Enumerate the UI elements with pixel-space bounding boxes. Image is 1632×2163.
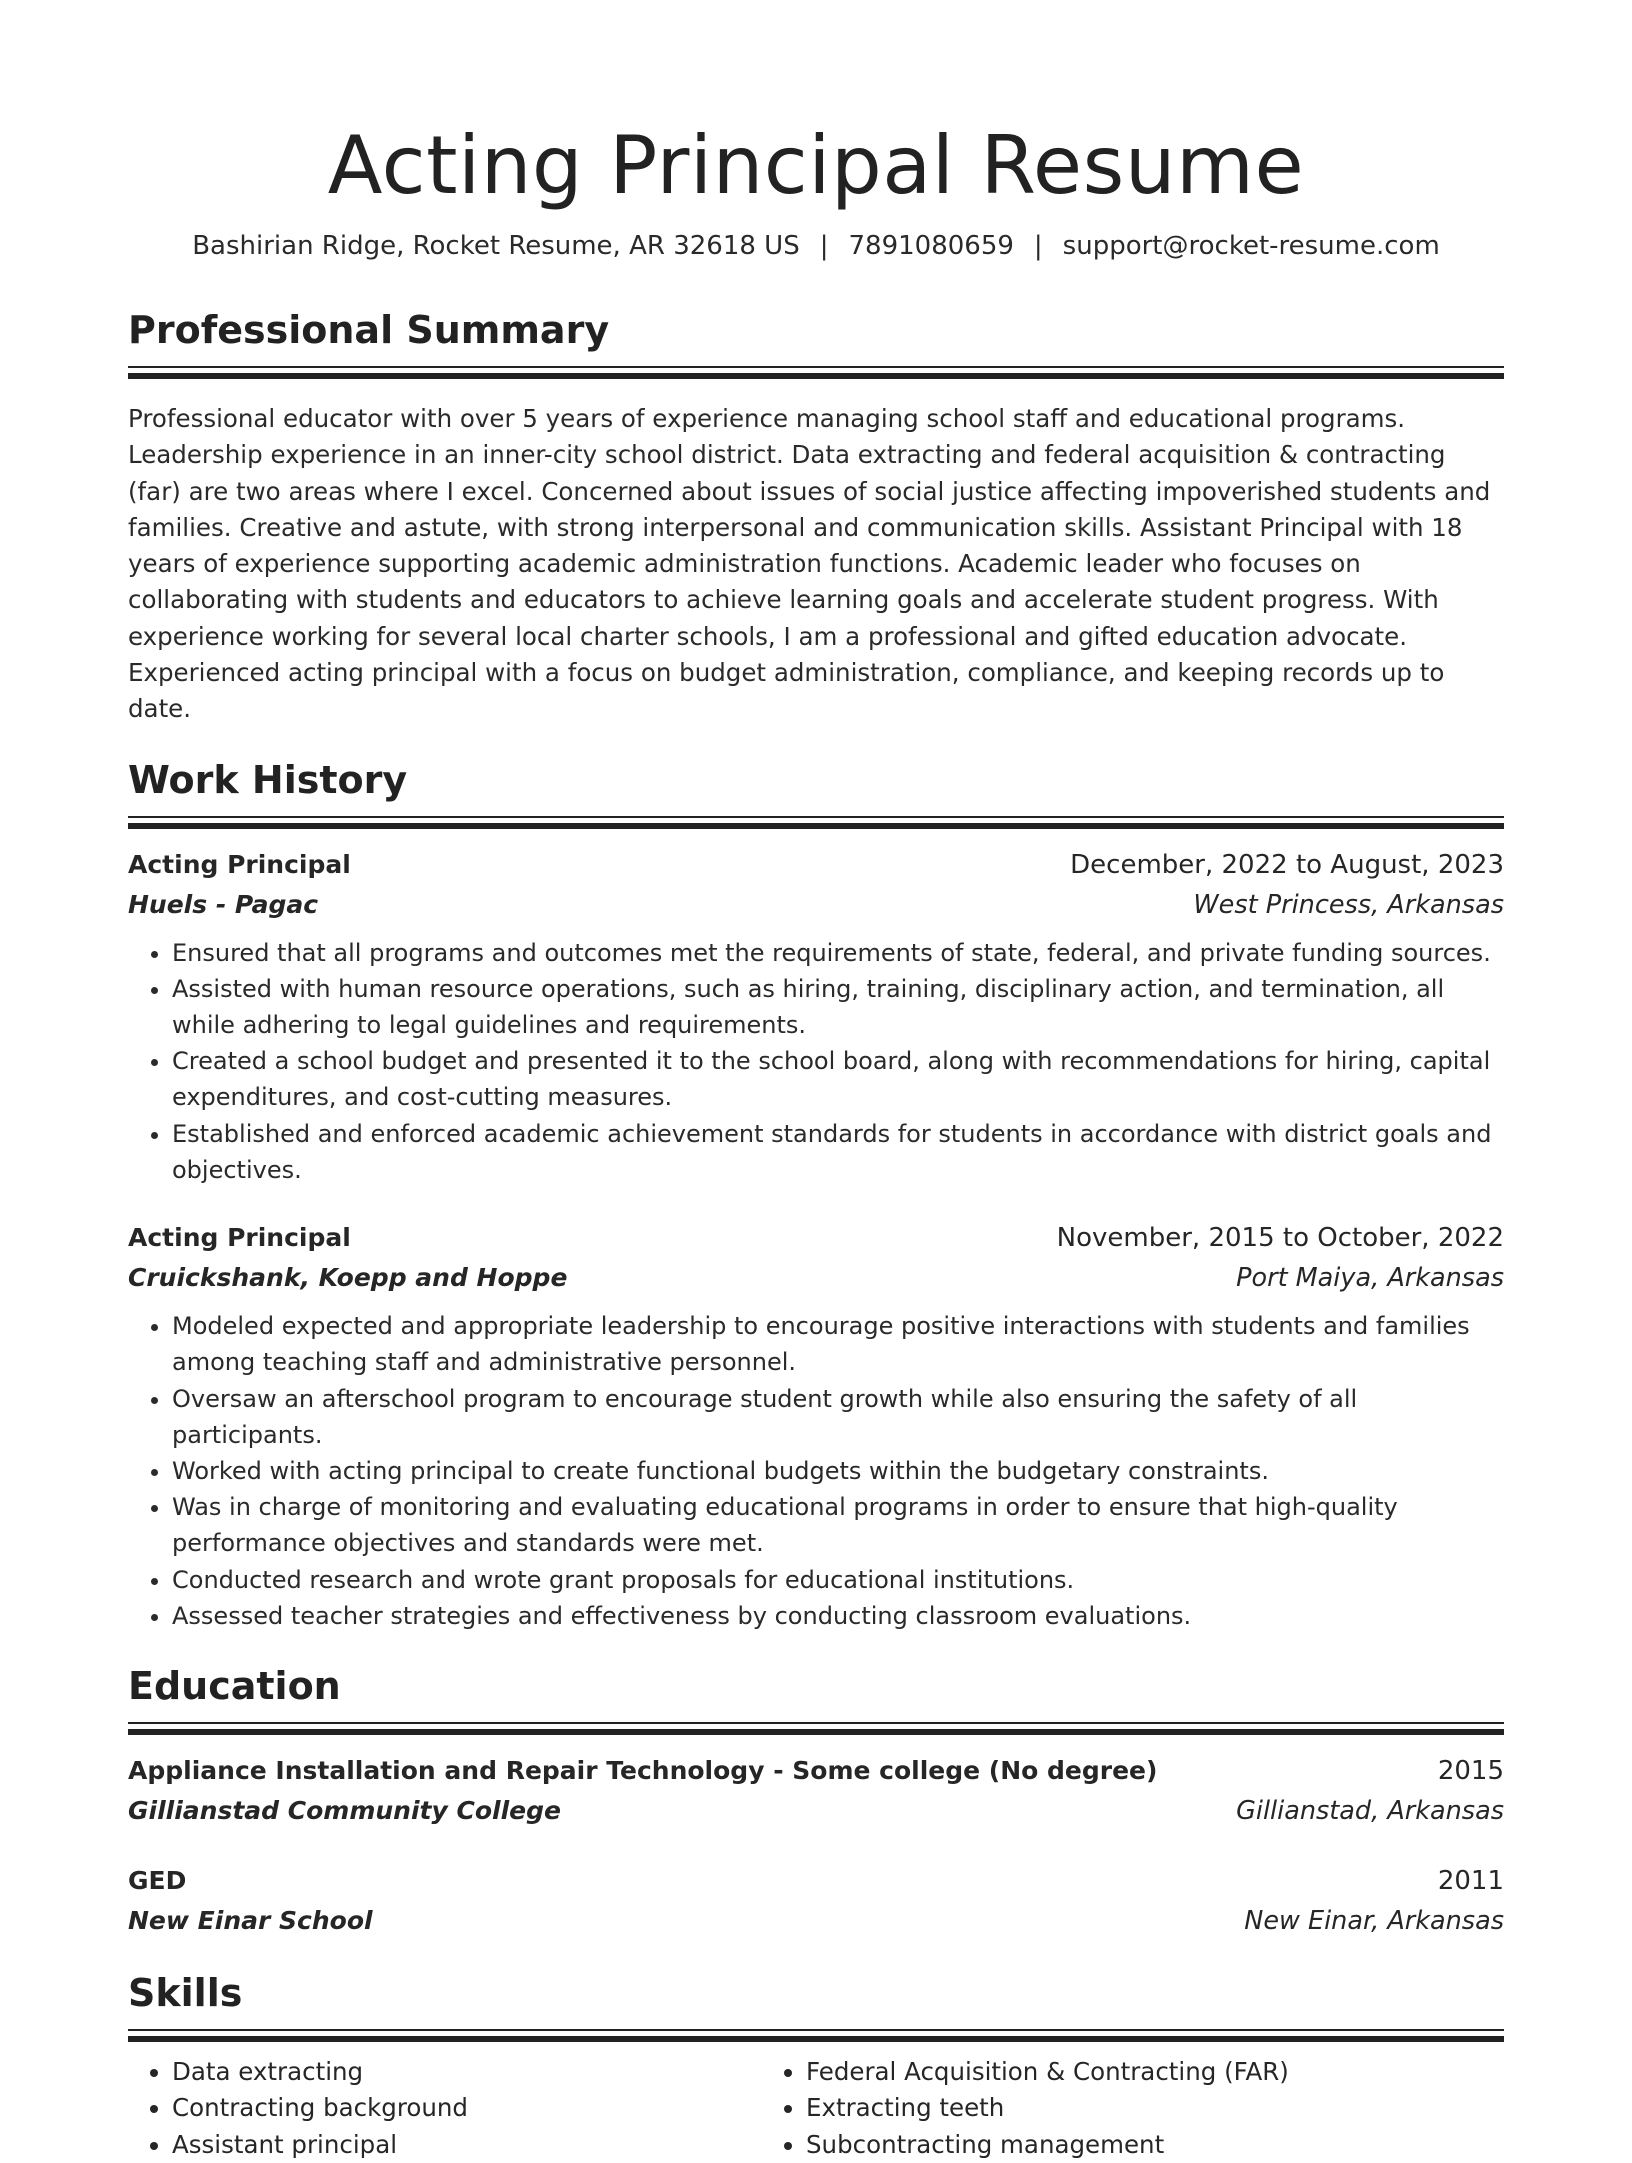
skills-heading: Skills	[128, 1970, 243, 2015]
education-school: New Einar School	[128, 1905, 373, 1935]
resume-page	[128, 0, 1504, 2163]
summary-heading: Professional Summary	[128, 308, 610, 352]
education-year: 2011	[1437, 1865, 1504, 1896]
skills-column-left	[128, 2054, 762, 2163]
skill-item: • Federal Acquisition & Contracting (FAR)	[806, 2054, 1446, 2090]
summary-section	[128, 306, 1504, 728]
contact-phone: 7891080659	[848, 231, 1014, 261]
job-role: Acting Principal	[128, 1223, 351, 1253]
list-item: • Oversaw an afterschool program to encourage student growth while also ensuring the safety of all participants.	[172, 1381, 1504, 1453]
section-divider	[128, 816, 1504, 829]
education-entry	[128, 1751, 1504, 1831]
work-heading: Work History	[128, 757, 408, 802]
skill-item: • Subcontracting management	[806, 2127, 1446, 2163]
list-item: • Established and enforced academic achievement standards for students in accordance with district goals and objectives.	[172, 1116, 1504, 1188]
education-degree: GED	[128, 1865, 187, 1895]
work-section	[128, 756, 1504, 1634]
list-item: • Was in charge of monitoring and evaluating educational programs in order to ensure that high-quality performance objectives and standards were met.	[172, 1489, 1504, 1561]
skill-item: • Extracting teeth	[806, 2090, 1446, 2126]
skill-item: • Contracting background	[172, 2090, 762, 2126]
job-company: Cruickshank, Koepp and Hoppe	[128, 1263, 568, 1293]
job-location: West Princess, Arkansas	[1193, 889, 1504, 920]
education-heading: Education	[128, 1663, 341, 1708]
education-location: Gillianstad, Arkansas	[1236, 1795, 1504, 1826]
education-year: 2015	[1437, 1755, 1504, 1786]
education-section	[128, 1662, 1504, 1941]
contact-line	[128, 228, 1504, 264]
list-item: • Worked with acting principal to create functional budgets within the budgetary constraints.	[172, 1453, 1504, 1489]
education-entry	[128, 1861, 1504, 1941]
skill-item: • Assistant principal	[172, 2127, 762, 2163]
job-location: Port Maiya, Arkansas	[1236, 1263, 1504, 1294]
contact-address: Bashirian Ridge, Rocket Resume, AR 32618 US	[192, 231, 800, 261]
job-bullets	[128, 935, 1504, 1188]
resume-title: Acting Principal Resume	[327, 119, 1305, 212]
contact-separator: |	[819, 231, 829, 261]
job-dates: November, 2015 to October, 2022	[1056, 1223, 1504, 1254]
skill-item: • Data extracting	[172, 2054, 762, 2090]
list-item: • Assisted with human resource operations, such as hiring, training, disciplinary action, and termination, all while adhering to legal guidelines and requirements.	[172, 971, 1504, 1043]
education-school: Gillianstad Community College	[128, 1795, 561, 1825]
section-divider	[128, 2029, 1504, 2042]
job-company: Huels - Pagac	[128, 889, 319, 919]
job-bullets	[128, 1308, 1504, 1634]
contact-separator: |	[1033, 231, 1043, 261]
education-degree: Appliance Installation and Repair Technology - Some college (No degree)	[128, 1755, 1158, 1785]
contact-email: support@rocket-resume.com	[1062, 231, 1440, 261]
education-location: New Einar, Arkansas	[1244, 1905, 1504, 1936]
list-item: • Ensured that all programs and outcomes met the requirements of state, federal, and private funding sources.	[172, 935, 1504, 971]
skills-grid	[128, 2054, 1504, 2163]
job-dates: December, 2022 to August, 2023	[1070, 849, 1504, 880]
list-item: • Assessed teacher strategies and effectiveness by conducting classroom evaluations.	[172, 1598, 1504, 1634]
list-item: • Conducted research and wrote grant proposals for educational institutions.	[172, 1562, 1504, 1598]
list-item: • Created a school budget and presented it to the school board, along with recommendations for hiring, capital expenditures, and cost-cutting measures.	[172, 1043, 1504, 1115]
section-divider	[128, 366, 1504, 379]
job-entry	[128, 1218, 1504, 1634]
section-divider	[128, 1722, 1504, 1735]
summary-text: Professional educator with over 5 years of experience managing school staff and educational programs. Leadership experience in an inner-city school district. Data extracting and federal acquisition & contracting (far) are two areas where I excel. Concerned about issues of social justice affecting impoverished students and families. Creative and astute, with strong interpersonal and communication skills. Assistant Principal with 18 years of experience supporting academic administration functions. Academic leader who focuses on collaborating with students and educators to achieve learning goals and accelerate student progress. With experience working for several local charter schools, I am a professional and gifted education advocate. Experienced acting principal with a focus on budget administration, compliance, and keeping records up to date.	[128, 404, 1491, 724]
job-entry	[128, 845, 1504, 1188]
skills-column-right	[762, 2054, 1446, 2163]
job-role: Acting Principal	[128, 849, 351, 879]
list-item: • Modeled expected and appropriate leadership to encourage positive interactions with students and families among teaching staff and administrative personnel.	[172, 1308, 1504, 1380]
skills-section	[128, 1969, 1504, 2163]
